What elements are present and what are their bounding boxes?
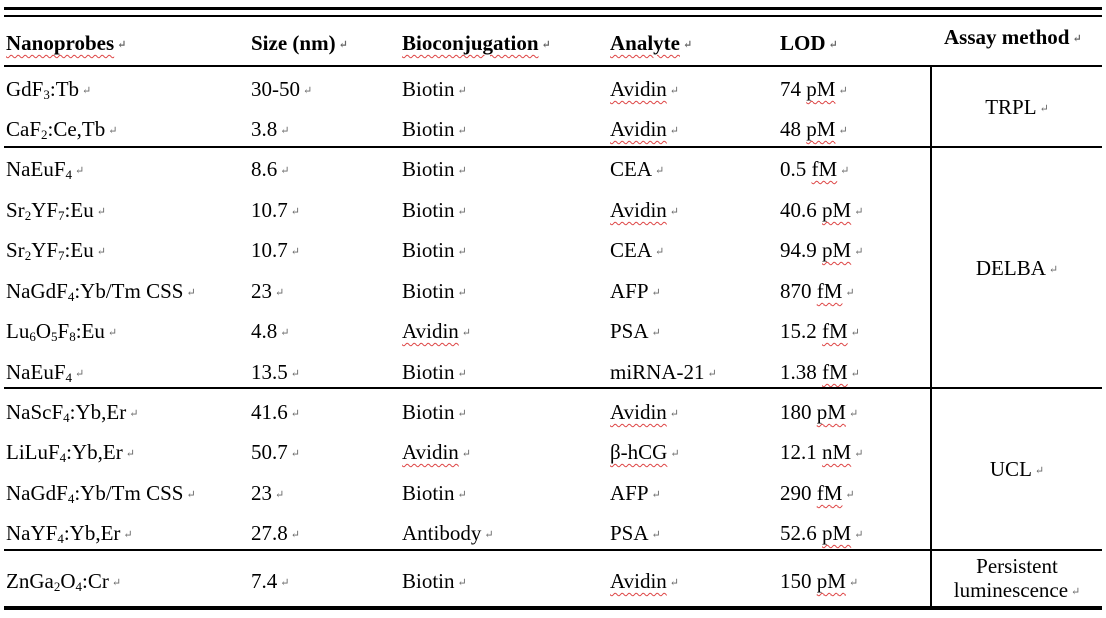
cell-lod: 180 pM↵ bbox=[780, 400, 858, 426]
cell-size: 27.8↵ bbox=[251, 521, 300, 547]
header-assay-method: Assay method↵ bbox=[944, 25, 1082, 51]
bottom-rule-thick bbox=[4, 606, 1102, 610]
cell-lod: 52.6 pM↵ bbox=[780, 521, 863, 547]
cell-analyte: AFP↵ bbox=[610, 481, 661, 507]
cell-lod: 74 pM↵ bbox=[780, 77, 848, 103]
cell-nanoprobe: LiLuF$_4$:Yb,Er↵ bbox=[6, 440, 135, 466]
cell-size: 10.7↵ bbox=[251, 238, 300, 264]
cell-analyte: miRNA-21↵ bbox=[610, 360, 717, 386]
cell-nanoprobe: NaEuF$_4$↵ bbox=[6, 360, 84, 386]
header-bioconjugation: Bioconjugation↵ bbox=[402, 31, 551, 57]
cell-nanoprobe: CaF$_2$:Ce,Tb↵ bbox=[6, 117, 117, 143]
cell-bioconjugation: Antibody↵ bbox=[402, 521, 494, 547]
header-size: Size (nm)↵ bbox=[251, 31, 348, 57]
cell-analyte: CEA↵ bbox=[610, 238, 664, 264]
cell-lod: 290 fM↵ bbox=[780, 481, 855, 507]
cell-analyte: PSA↵ bbox=[610, 319, 661, 345]
group-rule bbox=[4, 146, 1102, 148]
cell-lod: 0.5 fM↵ bbox=[780, 157, 849, 183]
cell-assay-method: DELBA↵ bbox=[932, 256, 1102, 282]
cell-analyte: PSA↵ bbox=[610, 521, 661, 547]
cell-lod: 870 fM↵ bbox=[780, 279, 855, 305]
cell-size: 10.7↵ bbox=[251, 198, 300, 224]
cell-size: 50.7↵ bbox=[251, 440, 300, 466]
cell-lod: 15.2 fM↵ bbox=[780, 319, 860, 345]
cell-assay-method: TRPL↵ bbox=[932, 95, 1102, 121]
cell-analyte: CEA↵ bbox=[610, 157, 664, 183]
cell-lod: 40.6 pM↵ bbox=[780, 198, 863, 224]
group-rule bbox=[4, 549, 1102, 551]
cell-bioconjugation: Biotin↵ bbox=[402, 279, 467, 305]
cell-analyte: β-hCG↵ bbox=[610, 440, 680, 466]
cell-analyte: Avidin↵ bbox=[610, 400, 679, 426]
cell-bioconjugation: Biotin↵ bbox=[402, 360, 467, 386]
cell-assay-method: UCL↵ bbox=[932, 457, 1102, 483]
cell-analyte: Avidin↵ bbox=[610, 117, 679, 143]
cell-nanoprobe: NaGdF$_4$:Yb/Tm CSS↵ bbox=[6, 481, 196, 507]
cell-analyte: AFP↵ bbox=[610, 279, 661, 305]
cell-assay-method: Persistent luminescence↵ bbox=[932, 554, 1102, 604]
cell-bioconjugation: Biotin↵ bbox=[402, 77, 467, 103]
cell-bioconjugation: Biotin↵ bbox=[402, 400, 467, 426]
cell-size: 8.6↵ bbox=[251, 157, 289, 183]
cell-nanoprobe: NaYF$_4$:Yb,Er↵ bbox=[6, 521, 133, 547]
cell-analyte: Avidin↵ bbox=[610, 77, 679, 103]
header-lod: LOD↵ bbox=[780, 31, 838, 57]
cell-bioconjugation: Biotin↵ bbox=[402, 481, 467, 507]
header-rule bbox=[4, 65, 1102, 67]
cell-nanoprobe: NaGdF$_4$:Yb/Tm CSS↵ bbox=[6, 279, 196, 305]
header-nanoprobes: Nanoprobes↵ bbox=[6, 31, 126, 57]
group-rule bbox=[4, 387, 1102, 389]
cell-bioconjugation: Avidin↵ bbox=[402, 440, 471, 466]
header-analyte: Analyte↵ bbox=[610, 31, 692, 57]
top-rule-thick bbox=[4, 7, 1102, 10]
cell-nanoprobe: NaEuF$_4$↵ bbox=[6, 157, 84, 183]
cell-lod: 150 pM↵ bbox=[780, 569, 858, 595]
cell-size: 3.8↵ bbox=[251, 117, 289, 143]
top-rule-thin bbox=[4, 15, 1102, 17]
cell-bioconjugation: Biotin↵ bbox=[402, 157, 467, 183]
cell-size: 30-50↵ bbox=[251, 77, 312, 103]
cell-analyte: Avidin↵ bbox=[610, 569, 679, 595]
cell-lod: 48 pM↵ bbox=[780, 117, 848, 143]
cell-bioconjugation: Biotin↵ bbox=[402, 117, 467, 143]
cell-analyte: Avidin↵ bbox=[610, 198, 679, 224]
cell-size: 7.4↵ bbox=[251, 569, 289, 595]
cell-nanoprobe: $Sr_2YF_7:Eu↵$ bbox=[6, 198, 106, 224]
cell-bioconjugation: Biotin↵ bbox=[402, 198, 467, 224]
cell-size: 23↵ bbox=[251, 279, 284, 305]
cell-nanoprobe: $Sr_2YF_7:Eu↵$ bbox=[6, 238, 106, 264]
cell-bioconjugation: Biotin↵ bbox=[402, 238, 467, 264]
cell-lod: 12.1 nM↵ bbox=[780, 440, 863, 466]
cell-nanoprobe: GdF$_3$:Tb↵ bbox=[6, 77, 91, 103]
cell-size: 23↵ bbox=[251, 481, 284, 507]
cell-lod: 94.9 pM↵ bbox=[780, 238, 863, 264]
cell-bioconjugation: Avidin↵ bbox=[402, 319, 471, 345]
cell-nanoprobe: $Lu_6O_5F_8:Eu↵$ bbox=[6, 319, 117, 345]
cell-size: 41.6↵ bbox=[251, 400, 300, 426]
cell-lod: 1.38 fM↵ bbox=[780, 360, 860, 386]
cell-size: 13.5↵ bbox=[251, 360, 300, 386]
nanoprobe-table bbox=[4, 0, 1102, 618]
cell-size: 4.8↵ bbox=[251, 319, 289, 345]
cell-nanoprobe: $ZnGa_2O_4:Cr↵$ bbox=[6, 569, 121, 595]
cell-bioconjugation: Biotin↵ bbox=[402, 569, 467, 595]
cell-nanoprobe: NaScF$_4$:Yb,Er↵ bbox=[6, 400, 138, 426]
